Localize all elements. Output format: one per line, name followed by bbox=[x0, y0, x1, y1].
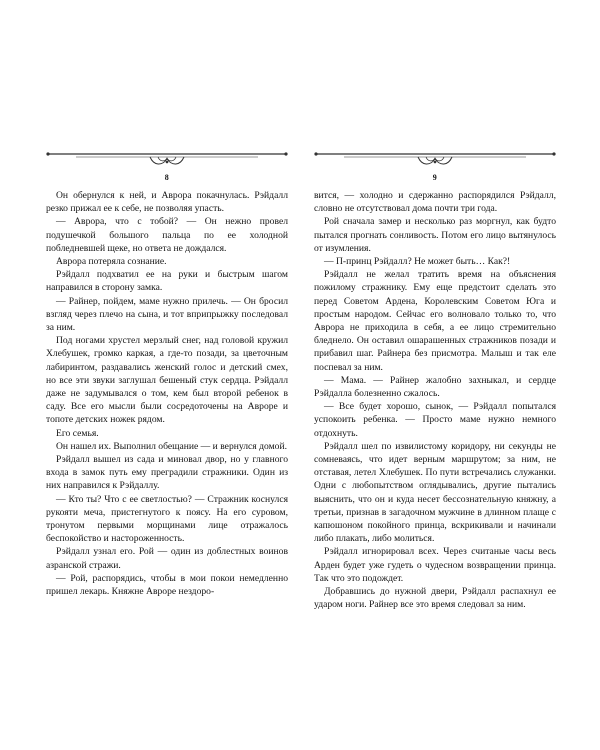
paragraph: — Аврора, что с тобой? — Он нежно провел подушечкой большого пальца по ее холодной побледневшей щеке, но ответа не дождался. bbox=[46, 216, 288, 254]
paragraph: — Мама. — Райнер жалобно захныкал, и сердце Рэйдалла болезненно сжалось. bbox=[314, 374, 556, 400]
paragraph: — Все будет хорошо, сынок, — Рэйдалл попытался успокоить ребенка. — Просто маме нужно немного отдохнуть. bbox=[314, 401, 556, 439]
right-page-header bbox=[314, 142, 556, 182]
paragraph: Добравшись до нужной двери, Рэйдалл распахнул ее ударом ноги. Райнер все это время следовал за ним. bbox=[314, 586, 556, 611]
paragraph: Рэйдалл шел по извилистому коридору, ни секунды не сомневаясь, что идет верным маршрутом; за ним, не отставая, летел Хлебушек. По пути встречались служанки. Одни с любопытством оглядывались, другие пытались выяснить, что он и куда несет бессознательную княжну, а третьи, признав в загадочном мужчине в длинном плаще с капюшоном покойного принца, вскрикивали и начинали либо плакать, либо молиться. bbox=[314, 440, 556, 545]
left-page-text bbox=[46, 189, 288, 598]
page-number: 8 bbox=[164, 173, 170, 182]
paragraph: Аврора потеряла сознание. bbox=[56, 256, 167, 268]
left-page bbox=[46, 142, 288, 598]
paragraph: Он нашел их. Выполнил обещание — и вернулся домой. bbox=[56, 440, 287, 452]
paragraph: Рой сначала замер и несколько раз моргнул, как будто пытался прогнать сонливость. Потом его лицо вытянулось от изумления. bbox=[314, 216, 556, 254]
paragraph: Рэйдалл подхватил ее на руки и быстрым шагом направился в сторону замка. bbox=[46, 269, 288, 294]
right-page bbox=[314, 142, 556, 611]
paragraph: Рэйдалл не желал тратить время на объяснения пожилому стражнику. Ему еще предстоит сделать это перед Советом Ардена, Королевским Советом Юга и простым народом. Сейчас его волновало только то, что Аврора не приходила в себя, а ее лицо стремительно бледнело. Он оставил ошарашенных стражников позади и прибавил шаг. Райнера без присмотра. Малыш и так еле поспевал за ним. bbox=[314, 269, 556, 373]
paragraph: Рэйдалл узнал его. Рой — один из доблестных воинов азранской стражи. bbox=[46, 546, 288, 571]
paragraph: — Райнер, пойдем, маме нужно прилечь. — Он бросил взгляд через плечо на сына, и тот вприпрыжку последовал за ним. bbox=[46, 295, 288, 334]
paragraph: Рэйдалл вышел из сада и миновал двор, но у главного входа в замок путь ему преградили стражники. Один из них направился к Рэйдаллу. bbox=[46, 454, 288, 492]
paragraph: вится, — холодно и сдержанно распорядился Рэйдалл, словно не отсутствовал дома почти три года. bbox=[314, 190, 556, 215]
paragraph: Его семья. bbox=[56, 427, 99, 439]
paragraph: Он обернулся к ней, и Аврора покачнулась. Рэйдалл резко прижал ее к себе, не позволяя упасть. bbox=[46, 190, 288, 215]
page-number: 9 bbox=[432, 173, 438, 182]
paragraph: — Кто ты? Что с ее светлостью? — Стражник коснулся рукояти меча, пристегнутого к поясу. На его суровом, тронутом первыми морщинами лице отражалось беспокойство и настороженность. bbox=[46, 493, 288, 545]
left-page-header bbox=[46, 142, 288, 182]
right-page-text bbox=[314, 189, 556, 612]
paragraph: Под ногами хрустел мерзлый снег, над головой кружил Хлебушек, громко каркая, а где-то позади, за цветочным лабиринтом, раздавались женский голос и детский смех, но все эти звуки заглушал бешеный стук сердца. Рэйдалл даже не задумывался о том, кем был второй ребенок в саду. Все его мысли были сосредоточены на Авроре и топоте детских ножек рядом. bbox=[46, 335, 288, 426]
flourish-ornament-icon bbox=[46, 146, 288, 168]
paragraph: — Рой, распорядись, чтобы в мои покои немедленно пришел лекарь. Княжне Авроре нездоро- bbox=[46, 572, 288, 598]
flourish-ornament-icon bbox=[314, 146, 556, 168]
paragraph: Рэйдалл игнорировал всех. Через считаные часы весь Арден будет уже гудеть о чудесном возвращении принца. Так что это подождет. bbox=[314, 546, 556, 584]
paragraph: — П-принц Рэйдалл? Не может быть… Как?! bbox=[324, 256, 511, 268]
